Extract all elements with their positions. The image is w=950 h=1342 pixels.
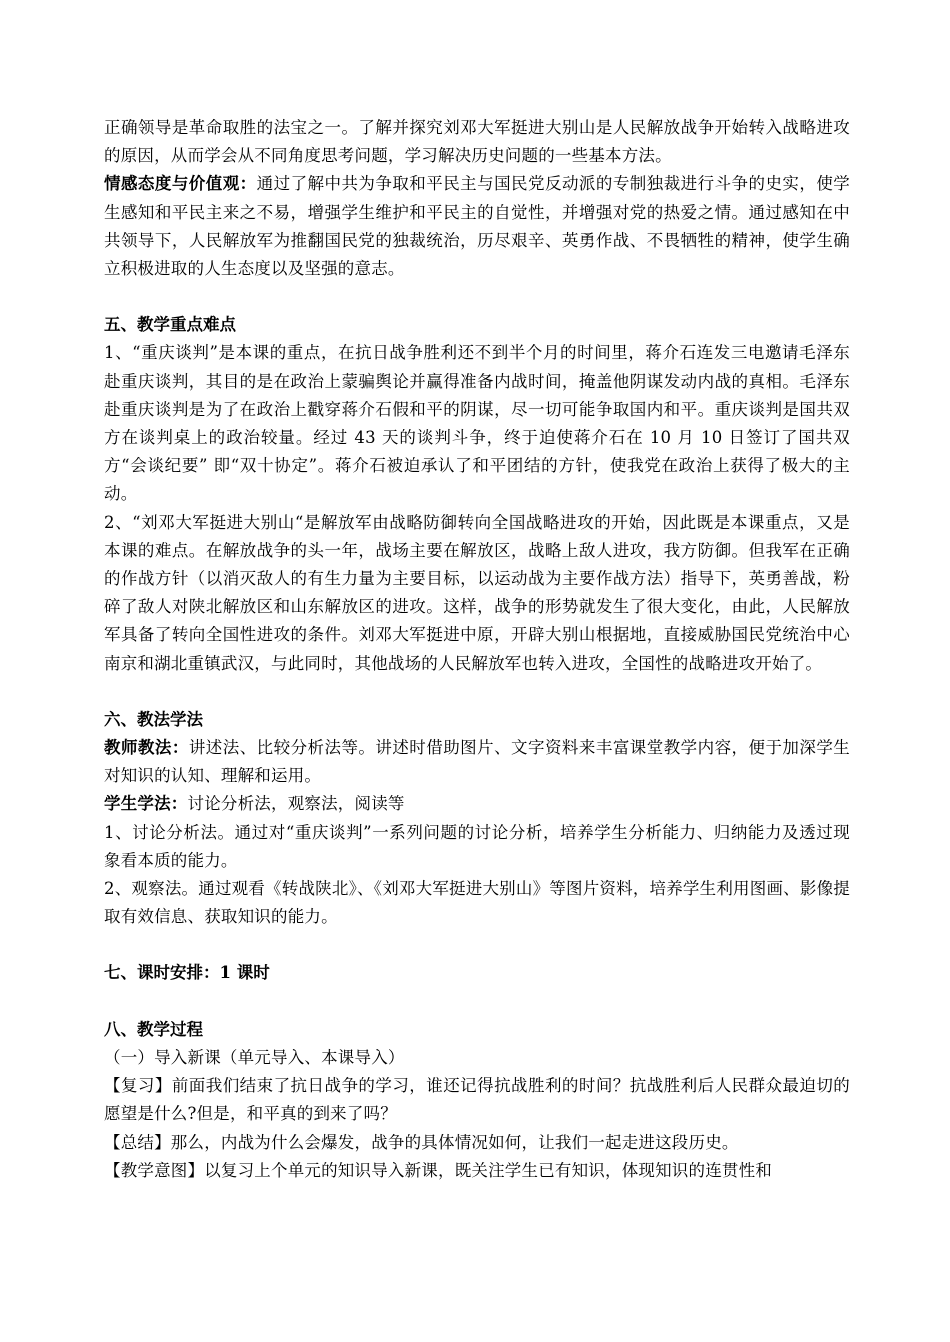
review-paragraph: 【复习】前面我们结束了抗日战争的学习，谁还记得抗战胜利的时间？抗战胜利后人民群众最迫切的愿望是什么?但是，和平真的到来了吗？: [104, 1076, 850, 1124]
key-point-1: 1、“重庆谈判”是本课的重点，在抗日战争胜利还不到半个月的时间里，蒋介石连发三电邀请毛泽东赴重庆谈判，其目的是在政治上蒙骗舆论并赢得准备内战时间，掩盖他阴谋发动内战的真相。毛泽东赴重庆谈判是为了在政治上戳穿蒋介石假和平的阴谋，尽一切可能争取国内和平。重庆谈判是国共双方在谈判桌上的政治较量。经过 43 天的谈判斗争，终于迫使蒋介石在 10 月 10 日签订了国共双方“会谈纪要” 即“双十协定”。蒋介石被迫承认了和平团结的方针，使我党在政治上获得了极大的主动。: [104, 343, 850, 504]
teacher-method-text: 讲述法、比较分析法等。讲述时借助图片、文字资料来丰富课堂教学内容，便于加深学生对知识的认知、理解和运用。: [104, 738, 850, 786]
student-method-text: 讨论分析法，观察法，阅读等: [187, 794, 405, 814]
intent-paragraph: 【教学意图】以复习上个单元的知识导入新课，既关注学生已有知识，体现知识的连贯性和: [104, 1160, 772, 1180]
spacer: [104, 678, 850, 706]
attitude-text: 通过了解中共为争取和平民主与国民党反动派的专制独裁进行斗争的史实，使学生感知和平民主来之不易，增强学生维护和平民主的自觉性，并增强对党的热爱之情。通过感知在中共领导下，人民解放军为推翻国民党的独裁统治，历尽艰辛、英勇作战、不畏牺牲的精神，使学生确立积极进取的人生态度以及坚强的意志。: [104, 174, 851, 279]
spacer: [104, 988, 850, 1016]
section-5-heading: 五、教学重点难点: [104, 315, 236, 335]
student-method-paragraph: [104, 790, 850, 818]
subsection-1-title: （一）导入新课（单元导入、本课导入）: [104, 1047, 405, 1067]
method-item-2: 2、观察法。通过观看《转战陕北》、《刘邓大军挺进大别山》等图片资料，培养学生利用图画、影像提取有效信息、获取知识的能力。: [104, 879, 850, 927]
student-method-label: 学生学法：: [104, 794, 188, 814]
intro-paragraph: 正确领导是革命取胜的法宝之一。了解并探究刘邓大军挺进大别山是人民解放战争开始转入战略进攻的原因，从而学会从不同角度思考问题，学习解决历史问题的一些基本方法。: [104, 118, 850, 166]
teacher-method-label: 教师教法：: [104, 738, 189, 758]
section-6-heading: 六、教法学法: [104, 709, 203, 729]
attitude-paragraph: [104, 170, 850, 283]
key-point-2: 2、“刘邓大军挺进大别山“是解放军由战略防御转向全国战略进攻的开始，因此既是本课重点，又是本课的难点。在解放战争的头一年，战场主要在解放区，战略上敌人进攻，我方防御。但我军在正确的作战方针（以消灭敌人的有生力量为主要目标，以运动战为主要作战方法）指导下，英勇善战，粉碎了敌人对陕北解放区和山东解放区的进攻。这样，战争的形势就发生了很大变化，由此，人民解放军具备了转向全国性进攻的条件。刘邓大军挺进中原，开辟大别山根据地，直接威胁国民党统治中心南京和湖北重镇武汉，与此同时，其他战场的人民解放军也转入进攻，全国性的战略进攻开始了。: [104, 512, 850, 673]
spacer: [104, 931, 850, 959]
section-7-heading: 七、课时安排：1 课时: [104, 963, 270, 983]
method-item-1: 1、讨论分析法。通过对“重庆谈判”一系列问题的讨论分析，培养学生分析能力、归纳能力及透过现象看本质的能力。: [104, 822, 850, 870]
teacher-method-paragraph: [104, 734, 850, 790]
section-8-heading: 八、教学过程: [104, 1019, 203, 1039]
spacer: [104, 283, 850, 311]
attitude-label: 情感态度与价值观：: [104, 174, 257, 194]
summary-paragraph: 【总结】那么，内战为什么会爆发，战争的具体情况如何，让我们一起走进这段历史。: [104, 1132, 739, 1152]
